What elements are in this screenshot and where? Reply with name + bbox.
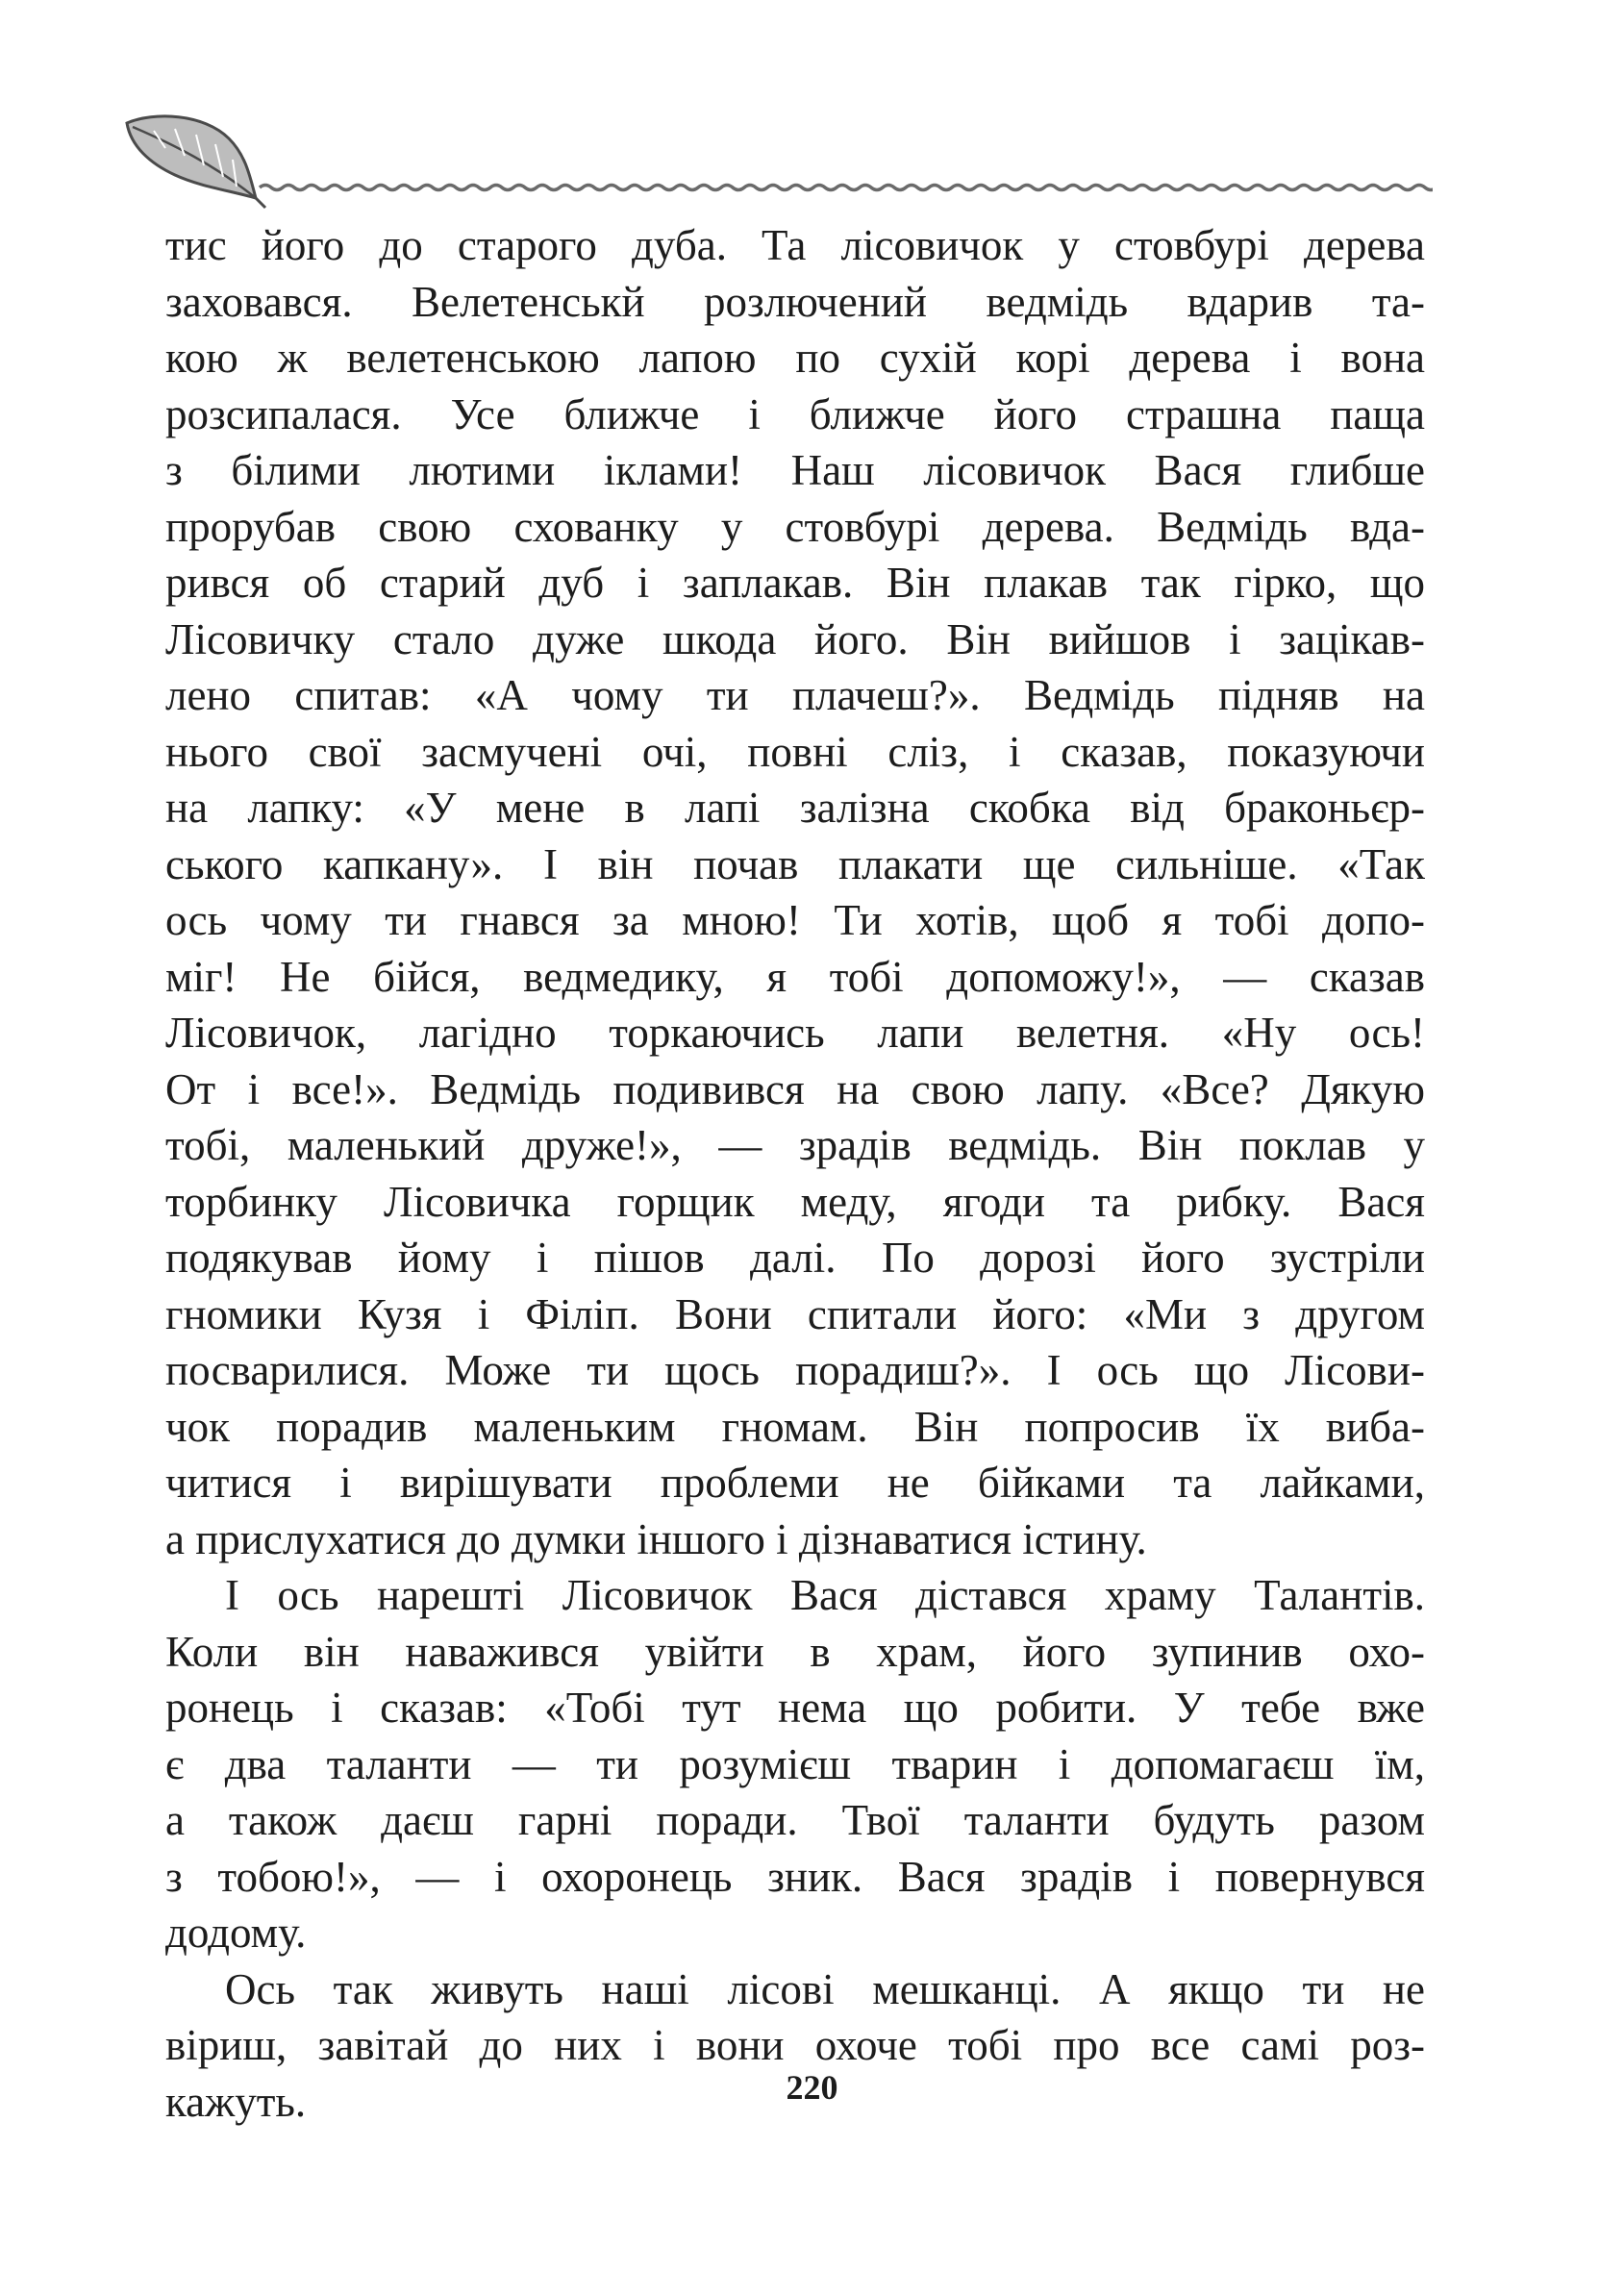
- text-line: нього свої засмучені очі, повні сліз, і сказав, показуючи: [165, 727, 1425, 776]
- text-line: з тобою!», — і охоронець зник. Вася зрадів і повернувся: [165, 1852, 1425, 1901]
- text-line: Коли він наважився увійти в храм, його зупинив охо-: [165, 1627, 1425, 1676]
- text-line: читися і вирішувати проблеми не бійками та лайками,: [165, 1459, 1425, 1507]
- text-line: рився об старий дуб і заплакав. Він плакав так гірко, що: [165, 559, 1425, 607]
- text-line: додому.: [165, 1909, 307, 1957]
- text-line: тобі, маленький друже!», — зрадів ведмідь. Він поклав у: [165, 1121, 1425, 1169]
- header-ornament: [115, 106, 1433, 212]
- text-line: кажуть.: [165, 2077, 307, 2126]
- text-line: І ось нарешті Лісовичок Вася дістався храму Талантів.: [225, 1571, 1425, 1619]
- page-number: 220: [786, 2068, 838, 2107]
- text-line: торбинку Лісовичка горщик меду, ягоди та рибку. Вася: [165, 1177, 1425, 1226]
- text-line: гномики Кузя і Філіп. Вони спитали його: «Ми з другом: [165, 1289, 1425, 1338]
- wavy-divider-line: [260, 186, 1433, 190]
- text-line: віриш, завітай до них і вони охоче тобі про все самі роз-: [165, 2021, 1425, 2069]
- text-line: чок порадив маленьким гномам. Він попросив їх виба-: [165, 1402, 1425, 1451]
- text-line: тис його до старого дуба. Та лісовичок у стовбурі дерева: [165, 221, 1425, 269]
- text-line: От і все!». Ведмідь подивився на свою лапу. «Все? Дякую: [165, 1064, 1425, 1113]
- page-text: [165, 217, 1425, 2130]
- text-line: ського капкану». І він почав плакати ще сильніше. «Так: [165, 839, 1425, 888]
- text-line: лено спитав: «А чому ти плачеш?». Ведмідь підняв на: [165, 671, 1425, 719]
- text-line: з білими лютими іклами! Наш лісовичок Вася глибше: [165, 446, 1425, 494]
- text-line: Ось так живуть наші лісові мешканці. А якщо ти не: [225, 1964, 1425, 2013]
- text-line: прорубав свою схованку у стовбурі дерева. Ведмідь вда-: [165, 502, 1425, 551]
- text-line: подякував йому і пішов далі. По дорозі його зустріли: [165, 1234, 1425, 1282]
- feather-quill-icon: [127, 116, 265, 208]
- text-line: ось чому ти гнався за мною! Ти хотів, щоб я тобі допо-: [165, 896, 1425, 944]
- text-line: а прислухатися до думки іншого і дізнаватися істину.: [165, 1514, 1147, 1563]
- text-line: кою ж велетенською лапою по сухій корі дерева і вона: [165, 334, 1425, 382]
- text-line: є два таланти — ти розумієш тварин і допомагаєш їм,: [165, 1739, 1425, 1788]
- text-line: Лісовичок, лагідно торкаючись лапи велетня. «Ну ось!: [165, 1009, 1425, 1057]
- text-line: посварилися. Може ти щось порадиш?». І ось що Лісови-: [165, 1346, 1425, 1394]
- text-line: а також даєш гарні поради. Твої таланти будуть разом: [165, 1796, 1425, 1844]
- text-line: розсипалася. Усе ближче і ближче його страшна паща: [165, 389, 1425, 438]
- text-line: ронець і сказав: «Тобі тут нема що робити. У тебе вже: [165, 1684, 1425, 1732]
- text-line: Лісовичку стало дуже шкода його. Він вийшов і зацікав-: [165, 614, 1425, 663]
- text-line: на лапку: «У мене в лапі залізна скобка від браконьєр-: [165, 784, 1425, 832]
- text-line: заховався. Велетенськй розлючений ведмідь вдарив та-: [165, 277, 1425, 326]
- text-line: міг! Не бійся, ведмедику, я тобі допоможу!», — сказав: [165, 952, 1425, 1001]
